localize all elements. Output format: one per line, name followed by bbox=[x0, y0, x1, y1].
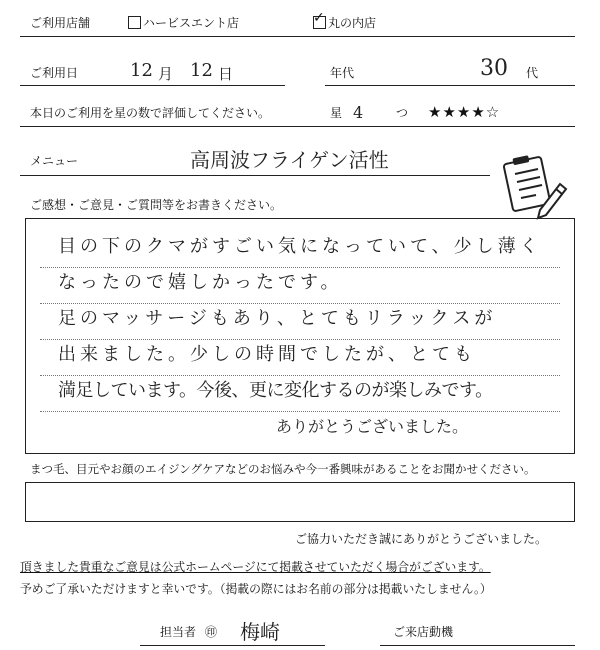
star-rating-icon: ★★★★☆ bbox=[428, 103, 501, 121]
comment-line-6: ありがとうございました。 bbox=[276, 417, 469, 436]
concerns-label: まつ毛、目元やお顔のエイジングケアなどのお悩みや今一番興味があることをお聞かせください。 bbox=[30, 462, 536, 476]
ruled-line bbox=[40, 267, 560, 268]
age-value: 30 bbox=[480, 56, 508, 81]
notice-line-1: 頂きました貴重なご意見は公式ホームページにて掲載させていただく場合がございます。 bbox=[20, 560, 491, 574]
comments-box[interactable] bbox=[25, 218, 575, 454]
comment-line-5: 満足しています。今後、更に変化するのが楽しみです。 bbox=[58, 380, 493, 401]
star-label: 星 bbox=[330, 106, 343, 120]
seal-icon: ㊞ bbox=[205, 625, 218, 639]
comment-line-4: 出来ました。少しの時間でしたが、とても bbox=[58, 344, 476, 365]
rating-question: 本日のご利用を星の数で評価してください。 bbox=[30, 106, 271, 120]
notice-line-2: 予めご了承いただけますと幸いです。（掲載の際にはお名前の部分は掲載いたしません。） bbox=[20, 582, 492, 596]
age-label: 年代 bbox=[330, 66, 355, 80]
age-unit: 代 bbox=[526, 66, 539, 80]
month-unit: 月 bbox=[158, 65, 174, 83]
ruled-line bbox=[40, 411, 560, 412]
menu-label: メニュー bbox=[30, 154, 79, 168]
day-unit: 日 bbox=[218, 65, 234, 83]
checkbox-checked-icon[interactable] bbox=[313, 16, 326, 29]
staff-underline bbox=[140, 645, 325, 646]
checkbox-icon[interactable] bbox=[128, 16, 141, 29]
store-label: ご利用店舗 bbox=[30, 16, 91, 30]
menu-value: 高周波フライゲン活性 bbox=[190, 148, 389, 172]
month-value: 12 bbox=[130, 60, 153, 81]
date-label: ご利用日 bbox=[30, 66, 79, 80]
clipboard-pencil-icon bbox=[500, 150, 570, 222]
store-option-harbis-label: ハービスエント店 bbox=[143, 16, 240, 30]
star-value: 4 bbox=[353, 103, 364, 122]
ruled-line bbox=[40, 303, 560, 304]
comment-line-2: なったので嬉しかったです。 bbox=[58, 272, 343, 293]
menu-underline bbox=[20, 175, 490, 176]
ruled-line bbox=[40, 339, 560, 340]
visit-reason-label: ご来店動機 bbox=[393, 625, 454, 639]
concerns-box[interactable] bbox=[25, 482, 575, 522]
comments-label: ご感想・ご意見・ご質問等をお書きください。 bbox=[30, 198, 283, 212]
visit-reason-underline[interactable] bbox=[380, 645, 575, 646]
comment-line-3: 足のマッサージもあり、とてもリラックスが bbox=[58, 308, 497, 329]
staff-name: 梅崎 bbox=[240, 620, 280, 644]
date-underline bbox=[20, 85, 285, 86]
divider bbox=[20, 36, 575, 37]
star-unit: つ bbox=[396, 106, 409, 120]
thanks-text: ご協力いただき誠にありがとうございました。 bbox=[295, 532, 548, 546]
store-option-harbis[interactable] bbox=[128, 16, 239, 30]
day-value: 12 bbox=[190, 60, 213, 81]
store-option-marunouchi-label: 丸の内店 bbox=[328, 16, 377, 30]
comment-line-1: 目の下のクマがすごい気になっていて、少し薄く bbox=[58, 236, 542, 257]
staff-label: 担当者 bbox=[160, 625, 197, 639]
store-option-marunouchi[interactable] bbox=[313, 16, 376, 30]
age-underline bbox=[325, 85, 575, 86]
ruled-line bbox=[40, 375, 560, 376]
divider bbox=[20, 126, 575, 127]
